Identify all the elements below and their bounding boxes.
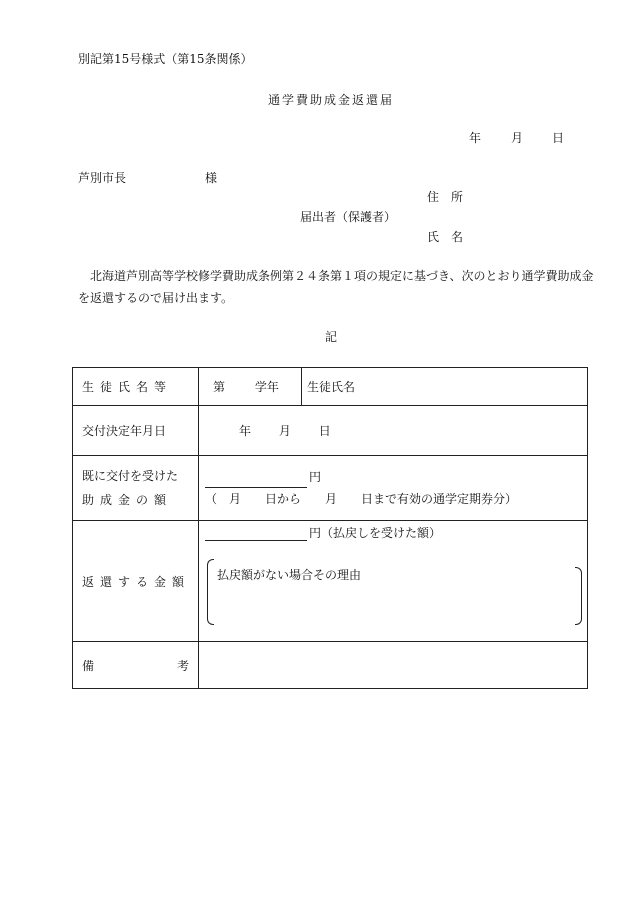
address-label: 住 所 (427, 190, 464, 204)
decision-month: 月 (278, 424, 291, 438)
row-granted-amount (73, 456, 588, 521)
reason-bracket[interactable] (207, 559, 582, 625)
ki-heading: 記 (325, 330, 338, 344)
form-table (72, 367, 588, 689)
grade-gakunen[interactable]: 学年 (254, 380, 279, 394)
date-year: 年 (469, 131, 482, 145)
granted-period: （ 月 日から 月 日まで有効の通学定期券分） (205, 492, 518, 506)
return-yen-note: 円（払戻しを受けた額） (309, 526, 442, 540)
granted-amount-field[interactable] (205, 475, 307, 488)
label-student: 生徒氏名等 (82, 380, 173, 394)
remarks-field[interactable] (199, 642, 588, 689)
row-remarks (73, 642, 588, 689)
label-decision-date: 交付決定年月日 (82, 424, 167, 438)
decision-day: 日 (318, 424, 331, 438)
date-day: 日 (552, 131, 565, 145)
body-text-line2: を返還するので届け出ます。 (78, 291, 234, 305)
notifier-role: 届出者（保護者） (300, 210, 397, 224)
addressee-mayor: 芦別市長 (78, 171, 127, 185)
label-granted-1: 既に交付を受けた (82, 469, 179, 483)
form-number: 別記第15号様式（第15条関係） (78, 52, 253, 66)
label-return-amount: 返還する金額 (82, 574, 191, 589)
row-return-amount (73, 521, 588, 642)
row-student (73, 368, 588, 406)
return-amount-field[interactable] (205, 528, 307, 541)
body-text-line1: 北海道芦別高等学校修学費助成条例第２４条第１項の規定に基づき、次のとおり通学費助成金 (90, 269, 594, 283)
addressee-sama: 様 (205, 171, 218, 185)
label-remarks-a: 備 (82, 658, 95, 673)
grade-dai: 第 (213, 380, 226, 394)
granted-yen: 円 (309, 470, 322, 484)
student-name-label: 生徒氏名 (307, 380, 356, 394)
reason-label: 払戻額がない場合その理由 (217, 568, 362, 582)
decision-year: 年 (239, 424, 252, 438)
label-remarks-b: 考 (176, 658, 189, 673)
document-title: 通学費助成金返還届 (268, 93, 395, 107)
date-month: 月 (511, 131, 524, 145)
label-granted-2: 助成金の額 (82, 493, 173, 507)
name-label: 氏 名 (427, 230, 464, 244)
row-decision-date (73, 406, 588, 456)
